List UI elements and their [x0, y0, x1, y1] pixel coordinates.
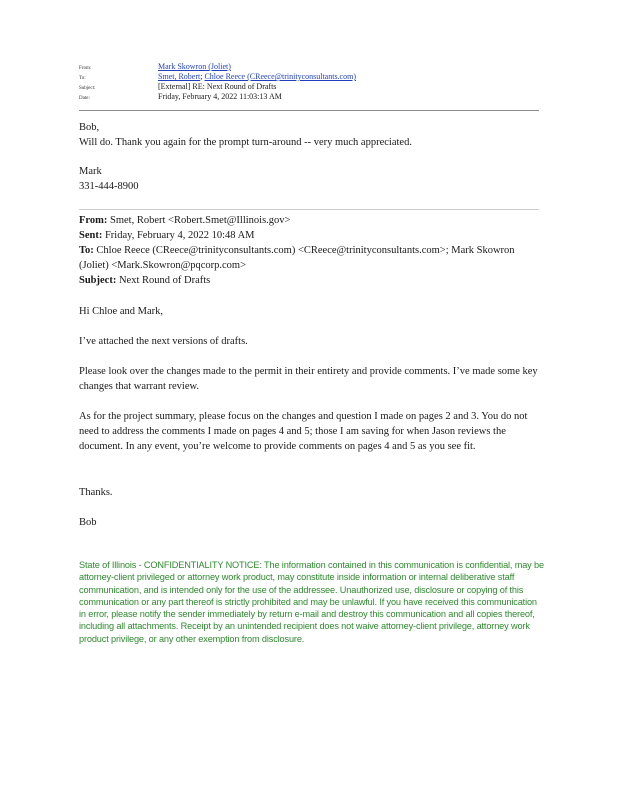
header-to-row — [79, 72, 539, 82]
header-date-value: Friday, February 4, 2022 11:03:13 AM — [158, 92, 282, 101]
reply-sign-name: Mark — [79, 166, 102, 177]
original-subject-label: Subject: — [79, 275, 117, 286]
header-subject-label: Subject: — [79, 86, 96, 91]
original-sent-label: Sent: — [79, 230, 103, 241]
original-header — [79, 213, 539, 288]
reply-sign-phone: 331-444-8900 — [79, 181, 139, 192]
body-p2: Please look over the changes made to the permit in their entirety and provide comments. I’ve made some key changes that warrant review. — [79, 366, 538, 392]
original-sent-line — [79, 228, 539, 243]
header-date-row — [79, 92, 539, 102]
header-to-link-2[interactable]: Chloe Reece (CReece@trinityconsultants.com) — [204, 72, 356, 81]
header-from-label: From: — [79, 66, 92, 71]
reply-line: Will do. Thank you again for the prompt turn-around -- very much appreciated. — [79, 137, 412, 148]
original-subject-line — [79, 273, 539, 288]
reply-greeting: Bob, — [79, 122, 100, 133]
body-signature: Bob — [79, 517, 97, 528]
body-thanks-block — [79, 485, 539, 500]
original-to-label: To: — [79, 245, 94, 256]
original-subject-value: Next Round of Drafts — [116, 275, 211, 286]
body-paragraph-2 — [79, 364, 539, 394]
header-to-separator: ; — [200, 72, 205, 81]
original-message-divider — [79, 209, 539, 210]
header-from-row — [79, 62, 539, 72]
body-thanks: Thanks. — [79, 487, 113, 498]
header-divider — [79, 110, 539, 111]
body-greeting-block — [79, 304, 539, 319]
email-header — [79, 62, 539, 102]
body-paragraph-3 — [79, 409, 539, 454]
original-to-value: Chloe Reece (CReece@trinityconsultants.com) <CReece@trinityconsultants.com>; Mark Skowron (Joliet) <Mark.Skowron@pqcorp.com> — [79, 245, 515, 271]
header-subject-row — [79, 82, 539, 92]
body-signature-block — [79, 515, 539, 530]
header-from-link[interactable]: Mark Skowron (Joliet) — [158, 62, 231, 71]
body-p1: I’ve attached the next versions of drafts. — [79, 336, 248, 347]
reply-body — [79, 120, 539, 150]
original-from-value: Smet, Robert <Robert.Smet@Illinois.gov> — [107, 215, 291, 226]
header-to-label: To: — [79, 76, 86, 81]
header-date-label: Date: — [79, 96, 90, 101]
header-subject-value: [External] RE: Next Round of Drafts — [158, 82, 277, 91]
confidentiality-notice: State of Illinois - CONFIDENTIALITY NOTICE: The information contained in this communication is confidential, may be attorney-client privileged or attorney work product, may constitute inside information or internal deliberative staff communication, and is intended only for the use of the addressee. Unauthorized use, disclosure or copying of this communication or any part thereof is strictly prohibited and may be unlawful. If you have received this communication in error, please notify the sender immediately by return e-mail and destroy this communication and all copies thereof, including all attachments. Receipt by an unintended recipient does not waive attorney-client privilege, attorney work product privilege, or any other exemption from disclosure. — [79, 560, 544, 644]
header-to-link-1[interactable]: Smet, Robert — [158, 72, 201, 81]
original-sent-value: Friday, February 4, 2022 10:48 AM — [102, 230, 255, 241]
reply-signature — [79, 164, 539, 194]
body-p3: As for the project summary, please focus on the changes and question I made on pages 2 and 3. You do not need to address the comments I made on pages 4 and 5; those I am saving for when Jason reviews the document. In any event, you’re welcome to provide comments on pages 4 and 5 as you see fit. — [79, 411, 528, 452]
body-paragraph-1 — [79, 334, 539, 349]
original-from-line — [79, 213, 539, 228]
body-greeting: Hi Chloe and Mark, — [79, 306, 163, 317]
original-to-line — [79, 243, 539, 273]
original-from-label: From: — [79, 215, 108, 226]
